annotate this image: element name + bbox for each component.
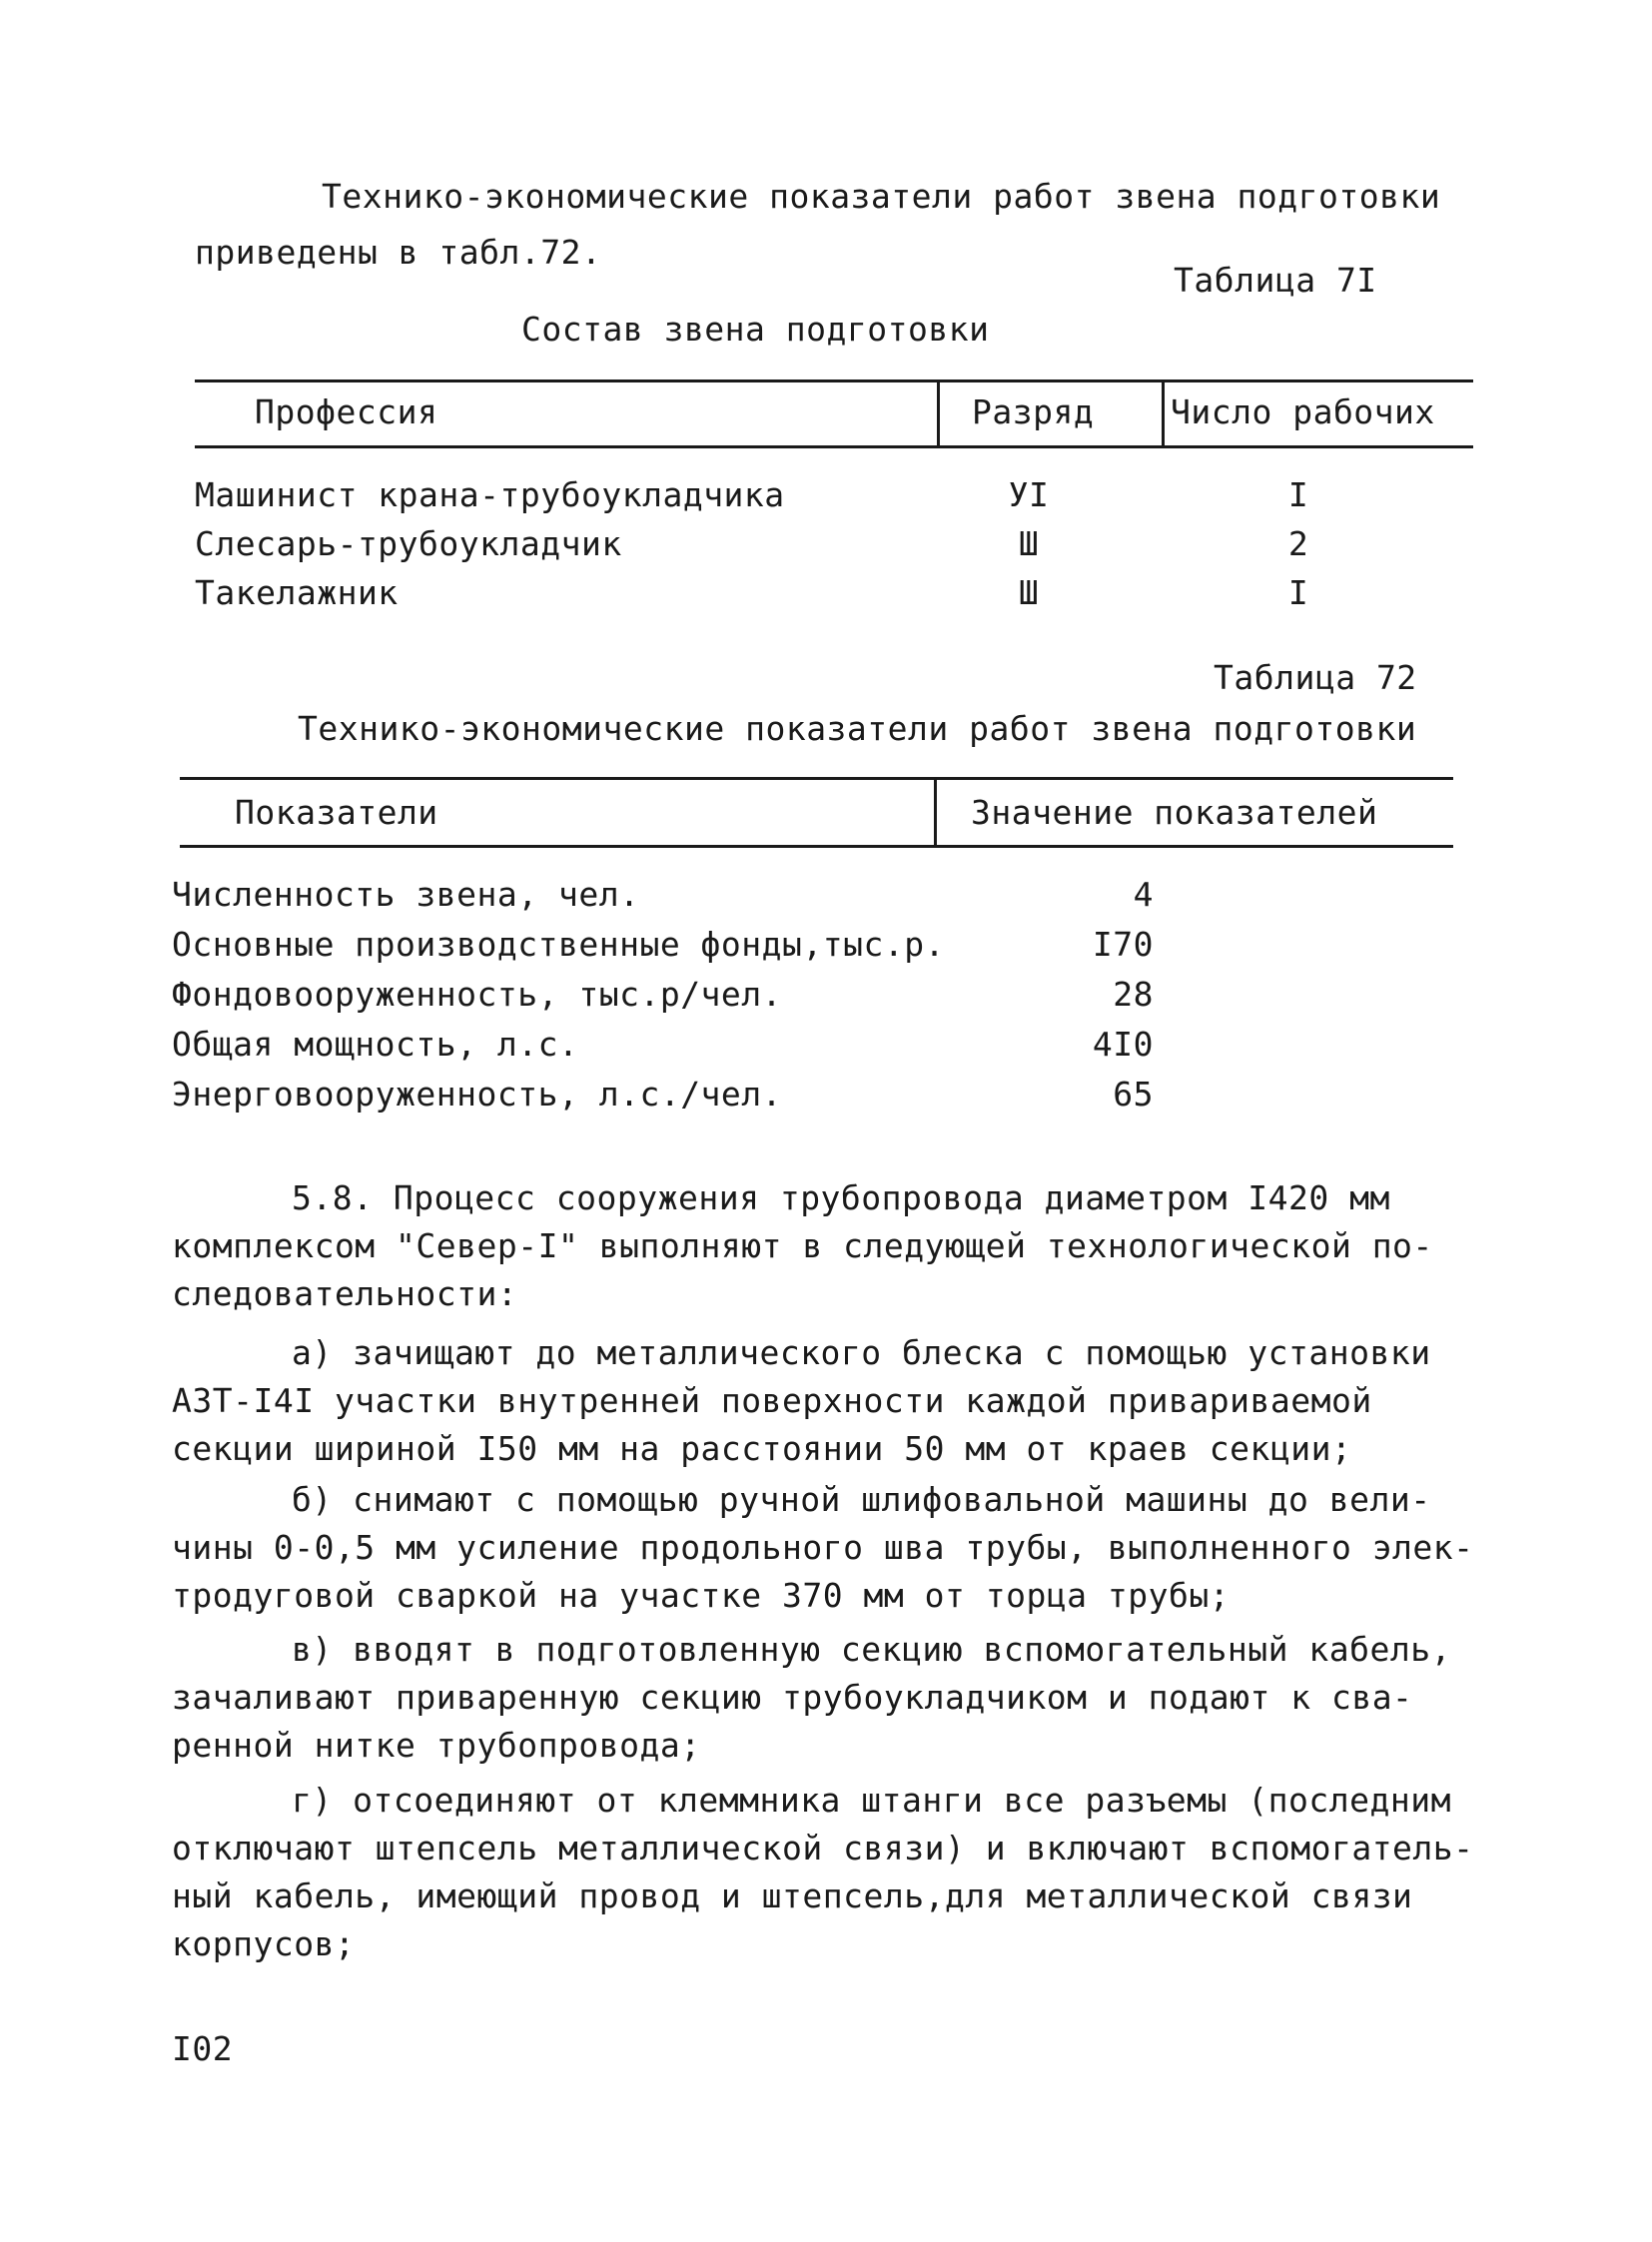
table-71-cell-grade: Ш [1018, 573, 1040, 612]
paragraph-line: ренной нитке трубопровода; [172, 1726, 701, 1765]
table-71-cell-profession: Такелажник [195, 573, 399, 612]
intro-line-2: приведены в табл.72. [195, 233, 602, 272]
table-71-cell-count: 2 [1287, 524, 1309, 563]
table-71-cell-profession: Машинист крана-трубоукладчика [195, 475, 785, 514]
table-72-cell-indicator: Численность звена, чел. [172, 875, 640, 914]
table-71-header-grade: Разряд [972, 392, 1095, 431]
paragraph-line: в) вводят в подготовленную секцию вспомогательный кабель, [292, 1630, 1451, 1669]
paragraph-v [172, 1626, 1451, 1770]
table-72-cell-value: 4 [1133, 875, 1154, 914]
table-71-cell-profession: Слесарь-трубоукладчик [195, 524, 622, 563]
table-72-cell-indicator: Основные производственные фонды,тыс.р. [172, 925, 945, 964]
paragraph-5-8 [172, 1174, 1433, 1318]
table-72-cell-indicator: Энерговооруженность, л.с./чел. [172, 1075, 783, 1114]
table-72-label: Таблица 72 [1214, 658, 1417, 697]
table-71-header-profession: Профессия [255, 392, 438, 431]
page-number: I02 [172, 2029, 234, 2068]
table-71-label: Таблица 7I [1174, 261, 1377, 300]
table-71-divider-2 [1162, 379, 1165, 447]
table-71-cell-count: I [1287, 475, 1309, 514]
table-72-top-rule [180, 777, 1453, 780]
paragraph-line: АЗТ-I4I участки внутренней поверхности каждой привариваемой [172, 1381, 1372, 1420]
paragraph-line: секции шириной I50 мм на расстоянии 50 мм от краев секции; [172, 1429, 1352, 1468]
paragraph-line: комплексом "Север-I" выполняют в следующей технологической по- [172, 1226, 1433, 1265]
table-71-header-count: Число рабочих [1171, 392, 1435, 431]
table-72-cell-value: 4I0 [1092, 1025, 1154, 1064]
table-71-header-rule [195, 445, 1473, 448]
paragraph-b [172, 1476, 1474, 1620]
paragraph-line: зачаливают приваренную секцию трубоукладчиком и подают к сва- [172, 1678, 1413, 1717]
table-71-divider-1 [937, 379, 940, 447]
paragraph-line: а) зачищают до металлического блеска с помощью установки [292, 1333, 1431, 1372]
paragraph-line: корпусов; [172, 1924, 356, 1963]
paragraph-line: г) отсоединяют от клеммника штанги все разъемы (последним [292, 1781, 1451, 1820]
paragraph-line: ный кабель, имеющий провод и штепсель,для металлической связи [172, 1876, 1413, 1915]
table-71-cell-grade: Ш [1018, 524, 1040, 563]
paragraph-g [172, 1777, 1474, 1968]
table-72-cell-indicator: Фондовооруженность, тыс.р/чел. [172, 975, 783, 1014]
table-72-header-value: Значение показателей [971, 793, 1378, 832]
table-71-title: Состав звена подготовки [521, 310, 990, 349]
intro-line-1: Технико-экономические показатели работ звена подготовки [322, 177, 1441, 216]
table-71-top-rule [195, 379, 1473, 382]
table-72-title: Технико-экономические показатели работ звена подготовки [298, 709, 1417, 748]
paragraph-line: чины 0-0,5 мм усиление продольного шва трубы, выполненного элек- [172, 1528, 1474, 1567]
paragraph-line: 5.8. Процесс сооружения трубопровода диаметром I420 мм [292, 1178, 1390, 1217]
table-72-cell-indicator: Общая мощность, л.с. [172, 1025, 579, 1064]
paragraph-line: отключают штепсель металлической связи) и включают вспомогатель- [172, 1829, 1474, 1868]
table-72-header-indicator: Показатели [235, 793, 438, 832]
table-71-cell-grade: УI [1008, 475, 1050, 514]
paragraph-a [172, 1329, 1431, 1473]
table-72-cell-value: 28 [1113, 975, 1154, 1014]
paragraph-line: б) снимают с помощью ручной шлифовальной машины до вели- [292, 1480, 1431, 1519]
table-71-cell-count: I [1287, 573, 1309, 612]
table-72-cell-value: 65 [1113, 1075, 1154, 1114]
table-72-divider [934, 777, 937, 847]
table-72-header-rule [180, 845, 1453, 848]
paragraph-line: следовательности: [172, 1274, 518, 1313]
table-72-cell-value: I70 [1092, 925, 1154, 964]
paragraph-line: тродуговой сваркой на участке 370 мм от торца трубы; [172, 1576, 1231, 1615]
